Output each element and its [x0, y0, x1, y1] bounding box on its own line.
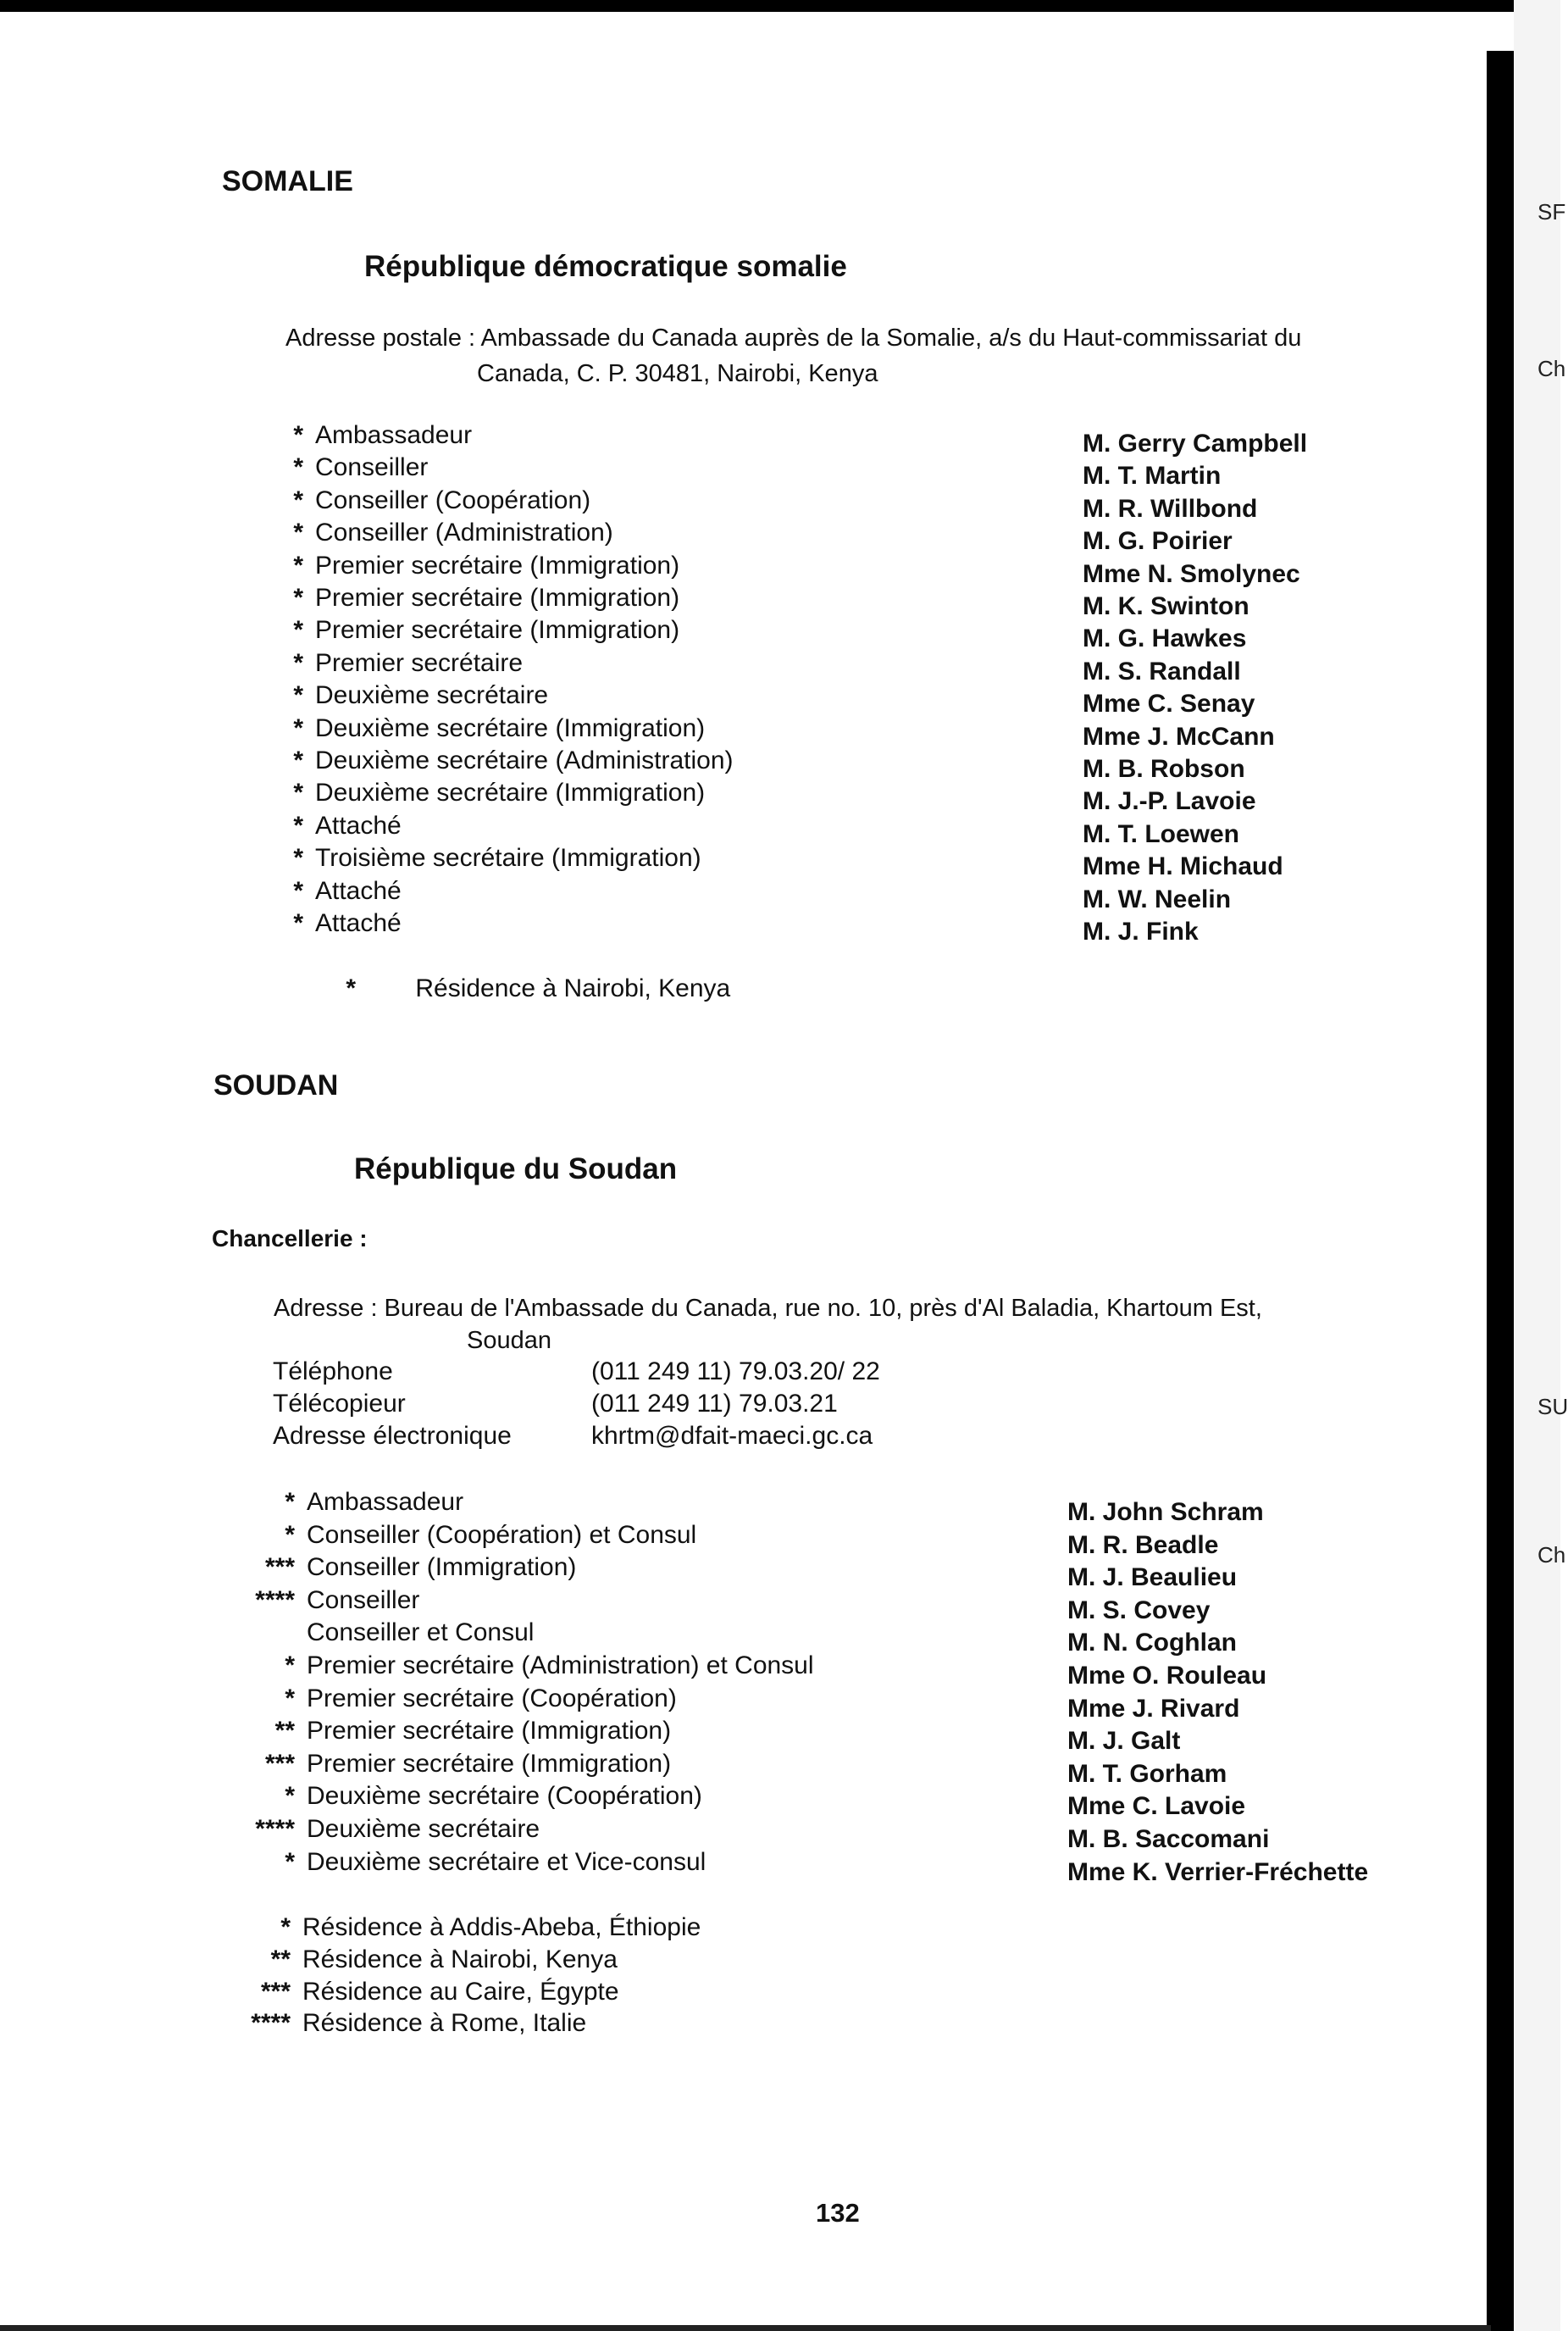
next-page-fragment: Ch: [1538, 1542, 1566, 1568]
person-name: M. W. Neelin: [1083, 885, 1232, 913]
footnote-marker: ****: [255, 1585, 295, 1614]
footnote-marker: *: [293, 909, 303, 937]
person-name: M. Gerry Campbell: [1083, 430, 1308, 458]
footnote-marker: ***: [264, 1749, 295, 1778]
official-name-soudan: République du Soudan: [354, 1152, 678, 1185]
footnote-marker: *: [285, 1651, 295, 1679]
footnote-marker: *: [280, 1913, 291, 1941]
position-title: Deuxième secrétaire et Vice-consul: [307, 1847, 706, 1876]
position-title: Troisième secrétaire (Immigration): [315, 844, 701, 873]
contact-label: Télécopieur: [273, 1390, 406, 1418]
position-title: Premier secrétaire (Administration) et Consul: [307, 1651, 814, 1679]
footnote-marker: *: [293, 811, 303, 840]
footnote-marker: *: [293, 746, 303, 774]
next-page-fragment: Ch: [1538, 356, 1566, 381]
person-name: M. R. Willbond: [1083, 494, 1258, 523]
address-line-1: Adresse : Bureau de l'Ambassade du Canada, rue no. 10, près d'Al Baladia, Khartoum Est,: [274, 1295, 1262, 1322]
position-title: Deuxième secrétaire (Immigration): [315, 779, 706, 808]
position-title: Conseiller (Coopération) et Consul: [307, 1520, 697, 1549]
position-title: Premier secrétaire (Coopération): [307, 1684, 677, 1712]
fax-value: (011 249 11) 79.03.21: [591, 1390, 838, 1418]
person-name: M. K. Swinton: [1083, 592, 1249, 620]
position-title: Premier secrétaire (Immigration): [315, 551, 680, 580]
somalie-residence-note: [305, 974, 731, 1003]
footnote-marker: *: [293, 584, 303, 612]
phone-value: (011 249 11) 79.03.20/ 22: [591, 1357, 880, 1385]
position-title: Attaché: [315, 909, 402, 937]
scan-binding-shadow: [1487, 51, 1514, 2331]
footnote-marker: *: [293, 453, 303, 482]
footnote-marker: *: [293, 648, 303, 677]
footnote-marker: *: [285, 1782, 295, 1811]
person-name: M. S. Covey: [1067, 1596, 1211, 1624]
residence-text: Résidence au Caire, Égypte: [302, 1977, 619, 2006]
person-name: Mme J. Rivard: [1067, 1694, 1240, 1723]
residence-text: Résidence à Addis-Abeba, Éthiopie: [302, 1913, 701, 1941]
footnote-marker: *: [293, 486, 303, 514]
footnote-marker: *: [285, 1847, 295, 1876]
position-title: Conseiller: [315, 453, 429, 482]
person-name: Mme H. Michaud: [1083, 852, 1283, 881]
footnote-marker: *: [293, 681, 303, 710]
position-title: Deuxième secrétaire: [307, 1815, 540, 1843]
scan-bottom-border: [0, 2325, 1491, 2331]
person-name: M. J. Galt: [1067, 1727, 1181, 1756]
footnote-marker: *: [293, 713, 303, 742]
person-name: M. G. Poirier: [1083, 527, 1233, 556]
person-name: M. T. Loewen: [1083, 819, 1240, 848]
footnote-marker: *: [293, 519, 303, 547]
email-value: khrtm@dfait-maeci.gc.ca: [591, 1422, 873, 1450]
position-title: Conseiller (Immigration): [307, 1553, 577, 1582]
person-name: M. T. Martin: [1083, 462, 1222, 491]
person-name: Mme O. Rouleau: [1067, 1662, 1267, 1690]
position-title: Conseiller et Consul: [307, 1618, 535, 1647]
footnote-marker: *: [285, 1520, 295, 1549]
position-title: Deuxième secrétaire (Coopération): [307, 1782, 702, 1811]
footnote-marker: *: [293, 844, 303, 873]
chancellerie-label: Chancellerie :: [212, 1225, 368, 1252]
person-name: Mme K. Verrier-Fréchette: [1067, 1857, 1369, 1886]
position-title: Conseiller (Coopération): [315, 486, 591, 514]
position-title: Ambassadeur: [315, 421, 473, 449]
person-name: M. B. Robson: [1083, 755, 1245, 783]
residence-text: Résidence à Nairobi, Kenya: [415, 974, 731, 1002]
position-title: Deuxième secrétaire: [315, 681, 549, 710]
country-heading-somalie: SOMALIE: [222, 165, 353, 197]
footnote-marker: *: [346, 974, 356, 1002]
position-title: Conseiller (Administration): [315, 519, 613, 547]
next-page-fragment: SU: [1538, 1394, 1568, 1419]
footnote-marker: *: [293, 421, 303, 449]
position-title: Deuxième secrétaire (Immigration): [315, 713, 706, 742]
person-name: M. John Schram: [1067, 1498, 1264, 1526]
footnote-marker: ***: [264, 1553, 295, 1582]
footnote-marker: *: [285, 1488, 295, 1516]
person-name: Mme C. Lavoie: [1067, 1792, 1246, 1821]
footnote-marker: ****: [251, 2009, 291, 2038]
residence-text: Résidence à Rome, Italie: [302, 2009, 587, 2038]
contact-label: Adresse électronique: [273, 1422, 512, 1450]
footnote-marker: *: [293, 551, 303, 580]
person-name: Mme C. Senay: [1083, 690, 1255, 719]
position-title: Premier secrétaire (Immigration): [307, 1749, 672, 1778]
footnote-marker: **: [270, 1945, 291, 1973]
position-title: Ambassadeur: [307, 1488, 464, 1516]
residence-text: Résidence à Nairobi, Kenya: [302, 1945, 618, 1973]
person-name: M. J.-P. Lavoie: [1083, 787, 1256, 816]
person-name: M. G. Hawkes: [1083, 624, 1247, 653]
footnote-marker: *: [285, 1684, 295, 1712]
person-name: M. N. Coghlan: [1067, 1629, 1237, 1657]
person-name: M. R. Beadle: [1067, 1530, 1219, 1559]
next-page-fragment: SF: [1538, 199, 1566, 225]
person-name: M. J. Beaulieu: [1067, 1563, 1238, 1592]
postal-address-line-1: Adresse postale : Ambassade du Canada auprès de la Somalie, a/s du Haut-commissariat du: [285, 325, 1302, 352]
footnote-marker: *: [293, 876, 303, 905]
position-title: Attaché: [315, 811, 402, 840]
official-name-somalie: République démocratique somalie: [364, 250, 847, 283]
footnote-marker: *: [293, 779, 303, 808]
scan-top-border: [0, 0, 1560, 12]
position-title: Premier secrétaire: [315, 648, 524, 677]
person-name: M. S. Randall: [1083, 657, 1241, 685]
position-title: Attaché: [315, 876, 402, 905]
country-heading-soudan: SOUDAN: [213, 1069, 339, 1102]
footnote-marker: ***: [260, 1977, 291, 2006]
person-name: M. J. Fink: [1083, 918, 1199, 946]
person-name: Mme J. McCann: [1083, 722, 1275, 751]
postal-address-line-2: Canada, C. P. 30481, Nairobi, Kenya: [477, 360, 878, 387]
footnote-marker: *: [293, 616, 303, 645]
person-name: M. T. Gorham: [1067, 1759, 1227, 1788]
page-number: 132: [816, 2198, 860, 2228]
next-page-edge: [1514, 0, 1560, 2331]
position-title: Premier secrétaire (Immigration): [315, 616, 680, 645]
person-name: Mme N. Smolynec: [1083, 559, 1300, 588]
position-title: Premier secrétaire (Immigration): [315, 584, 680, 612]
position-title: Conseiller: [307, 1585, 420, 1614]
footnote-marker: **: [274, 1717, 295, 1745]
address-line-2: Soudan: [467, 1327, 551, 1354]
position-title: Deuxième secrétaire (Administration): [315, 746, 734, 774]
footnote-marker: ****: [255, 1815, 295, 1843]
position-title: Premier secrétaire (Immigration): [307, 1717, 672, 1745]
person-name: M. B. Saccomani: [1067, 1825, 1270, 1853]
contact-label: Téléphone: [273, 1357, 393, 1385]
